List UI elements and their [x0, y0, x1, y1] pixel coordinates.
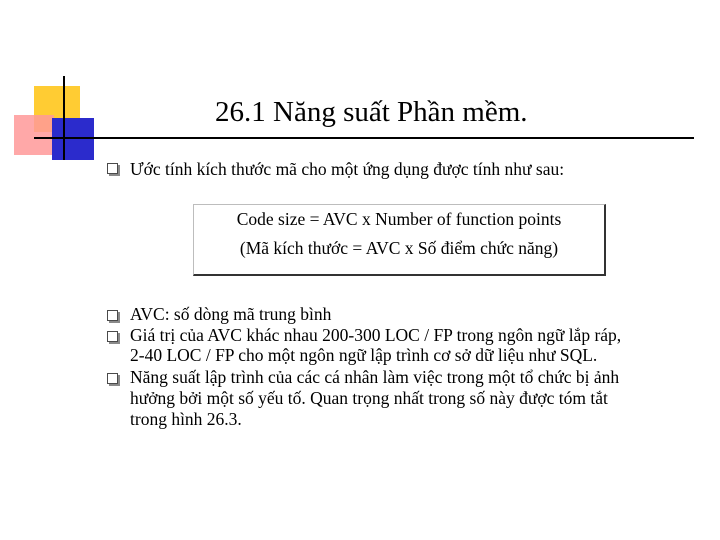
- bullet-icon: [107, 331, 118, 342]
- bullet-3-line-3: trong hình 26.3.: [130, 409, 242, 429]
- decor-blue-square: [52, 118, 94, 160]
- slide-title: 26.1 Năng suất Phần mềm.: [215, 96, 528, 128]
- bullet-icon: [107, 373, 118, 384]
- decor-vertical-line: [63, 76, 65, 160]
- decor-pink-square: [14, 115, 54, 155]
- bullet-icon: [107, 163, 118, 174]
- formula-box: [193, 204, 606, 276]
- intro-text: Ước tính kích thước mã cho một ứng dụng được tính như sau:: [130, 159, 565, 179]
- title-divider-line: [34, 137, 694, 139]
- bullet-2-line-2: 2-40 LOC / FP cho một ngôn ngữ lập trình cơ sở dữ liệu như SQL.: [130, 345, 598, 365]
- bullet-2-line-1: Giá trị của AVC khác nhau 200-300 LOC / FP trong ngôn ngữ lắp ráp,: [130, 325, 622, 345]
- bullet-3-line-2: hưởng bởi một số yếu tố. Quan trọng nhất trong số này được tóm tắt: [130, 388, 608, 408]
- formula-line-vietnamese: (Mã kích thước = AVC x Số điểm chức năng): [239, 238, 559, 258]
- bullet-1-line-1: AVC: số dòng mã trung bình: [130, 304, 332, 324]
- formula-line-english: Code size = AVC x Number of function points: [236, 209, 562, 229]
- bullet-icon: [107, 310, 118, 321]
- bullet-3-line-1: Năng suất lập trình của các cá nhân làm việc trong một tổ chức bị ảnh: [130, 367, 620, 387]
